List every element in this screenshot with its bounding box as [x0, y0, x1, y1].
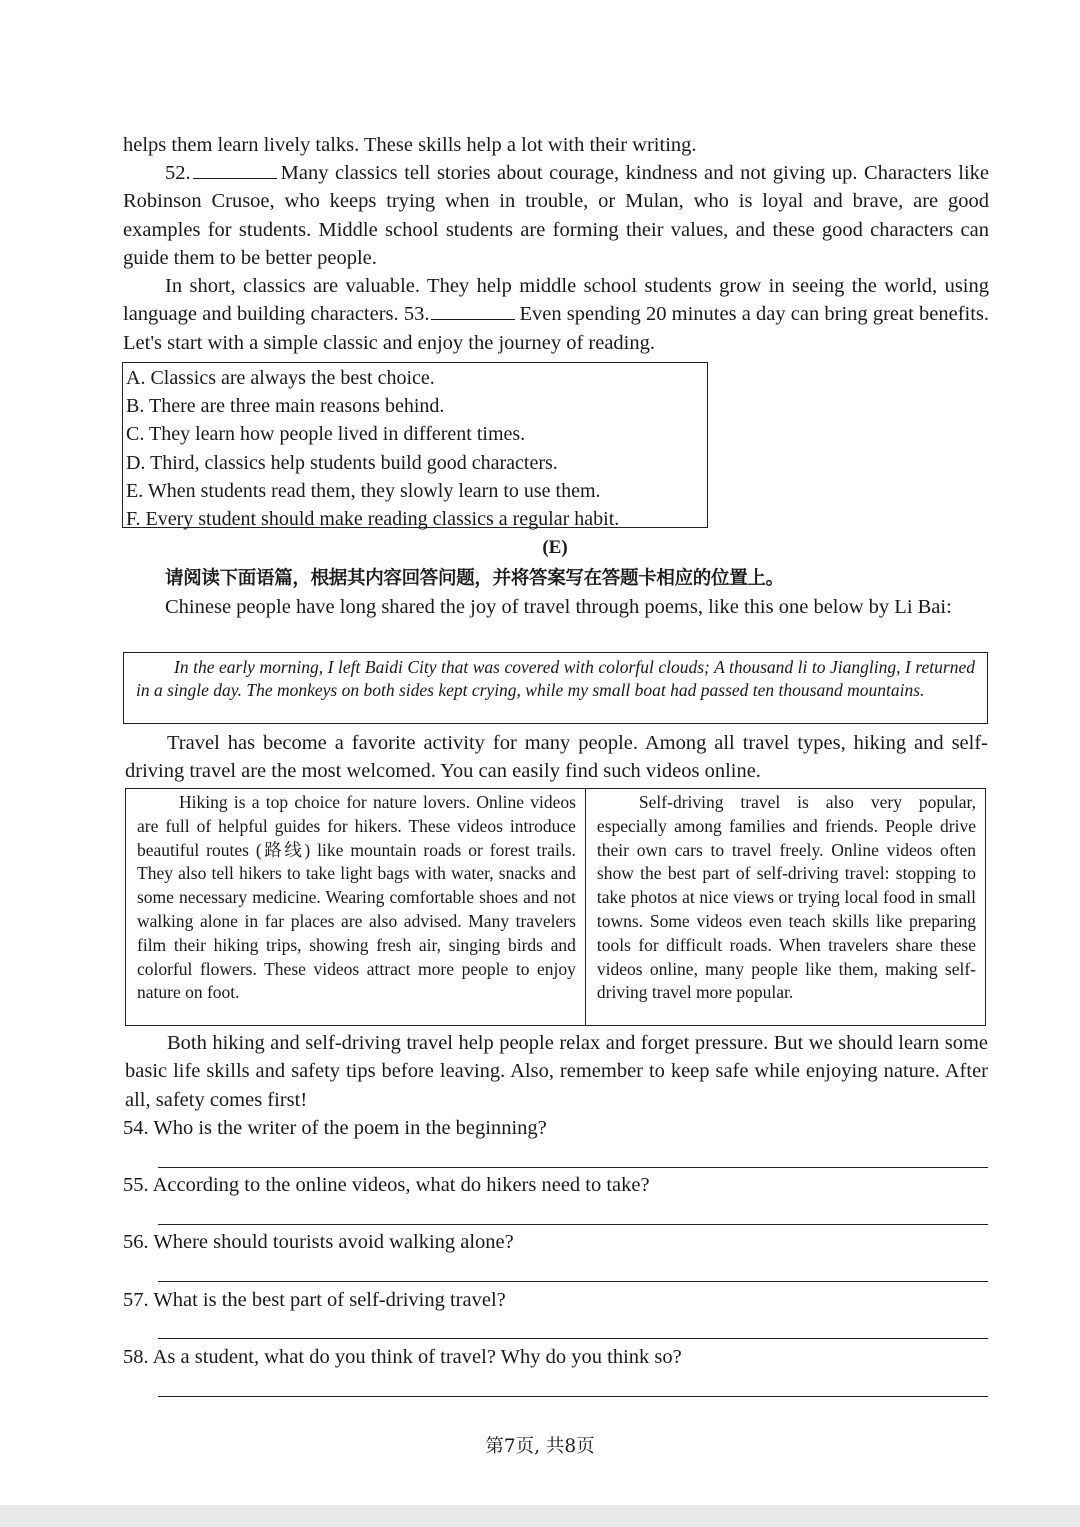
travel-intro: Travel has become a favorite activity for many people. Among all travel types, hiking and self-driving travel are the most welcomed. You can easily find such videos online.: [125, 732, 988, 783]
question-54: 54. Who is the writer of the poem in the beginning?: [123, 1117, 547, 1139]
answer-line-56[interactable]: [158, 1281, 988, 1282]
question-number-53: 53.: [403, 303, 430, 326]
section-title: (E): [542, 537, 568, 558]
option-e: E. When students read them, they slowly learn to use them.: [126, 479, 601, 502]
question-number-52: 52.: [165, 162, 191, 184]
hiking-column: Hiking is a top choice for nature lovers. Online videos are full of helpful guides for hikers. These videos introduce beautiful routes (路线) like mountain roads or forest trails. They also tell hikers to take light bags with water, snacks and some necessary medicine. Wearing comfortable shoes and not walking alone in far places are also advised. Many travelers film their hiking trips, showing fresh air, singing birds and colorful flowers. These videos attract more people to enjoy nature on foot.: [126, 789, 586, 1025]
travel-table: [125, 788, 986, 1026]
option-a: A. Classics are always the best choice.: [126, 367, 435, 389]
scan-bottom-band: [0, 1505, 1080, 1527]
option-b: B. There are three main reasons behind.: [126, 395, 445, 418]
answer-line-57[interactable]: [158, 1338, 988, 1339]
blank-52[interactable]: [193, 160, 277, 179]
section-instruction: 请阅读下面语篇，根据其内容回答问题，并将答案写在答题卡相应的位置上。: [165, 568, 784, 589]
self-driving-column: Self-driving travel is also very popular, especially among families and friends. People drive their own cars to travel freely. Online videos often show the best part of self-driving travel: stopping to take photos at nice views or trying local food in small towns. Some videos even teach skills like preparing tools for difficult roads. When travelers share these videos online, many people like them, making self-driving travel more popular.: [596, 792, 976, 1003]
paragraph-52: [123, 159, 989, 272]
poem-box: In the early morning, I left Baidi City that was covered with colorful clouds; A thousand li to Jiangling, I returned in a single day. The monkeys on both sides kept crying, while my small boat had passed ten thousand mountains.: [123, 652, 988, 724]
paragraph-53-before: In short, classics are valuable. They help middle school students grow in seeing the world, using language and building characters.: [123, 275, 989, 326]
paragraph-53: [123, 272, 989, 357]
poem-intro: Chinese people have long shared the joy of travel through poems, like this one below by Li Bai:: [165, 596, 952, 618]
answer-line-54[interactable]: [158, 1167, 988, 1168]
answer-line-55[interactable]: [158, 1224, 988, 1225]
page-number: 第7页, 共8页: [485, 1436, 595, 1457]
paragraph-continuation: helps them learn lively talks. These skills help a lot with their writing.: [123, 134, 697, 156]
conclusion-paragraph: Both hiking and self-driving travel help people relax and forget pressure. But we should learn some basic life skills and safety tips before leaving. Also, remember to keep safe while enjoying nature. After all, safety comes first!: [125, 1032, 988, 1111]
paragraph-53-after: Even spending 20 minutes a day can bring great benefits. Let's start with a simple classic and enjoy the journey of reading.: [123, 303, 990, 354]
options-box: [122, 362, 708, 531]
question-57: 57. What is the best part of self-driving travel?: [123, 1289, 506, 1311]
option-c: C. They learn how people lived in different times.: [126, 423, 526, 446]
question-55: 55. According to the online videos, what do hikers need to take?: [123, 1174, 650, 1196]
answer-line-58[interactable]: [158, 1396, 988, 1397]
paragraph-52-text: Many classics tell stories about courage, kindness and not giving up. Characters like Robinson Crusoe, who keeps trying when in trouble, or Mulan, who is loyal and brave, are good examples for students. Middle school students are forming their values, and these good characters can guide them to be better people.: [123, 162, 989, 269]
option-f: F. Every student should make reading classics a regular habit.: [126, 508, 620, 531]
option-d: D. Third, classics help students build good characters.: [126, 451, 558, 474]
blank-53[interactable]: [431, 301, 515, 320]
question-56: 56. Where should tourists avoid walking alone?: [123, 1231, 514, 1253]
question-58: 58. As a student, what do you think of travel? Why do you think so?: [123, 1346, 682, 1368]
